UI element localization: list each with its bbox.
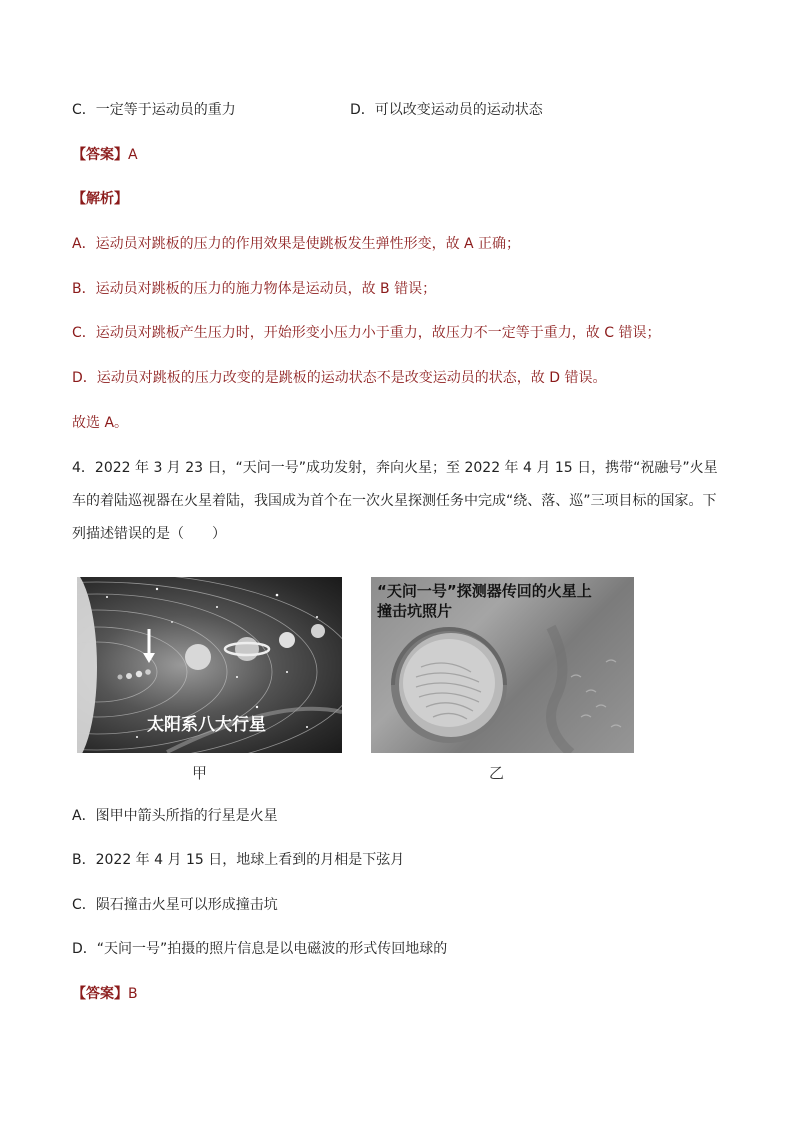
option-c-prev: C．一定等于运动员的重力	[72, 102, 236, 118]
analysis-line-c: C．运动员对跳板产生压力时，开始形变小压力小于重力，故压力不一定等于重力，故 C 错误；	[72, 325, 661, 341]
option-d-prev: D．可以改变运动员的运动状态	[350, 102, 543, 118]
answer-2-value: B	[128, 986, 138, 1002]
crater-caption-line-2: 撞击坑照片	[377, 602, 453, 620]
analysis-line-b: B．运动员对跳板的压力的施力物体是运动员，故 B 错误；	[72, 281, 437, 297]
analysis-line-d: D．运动员对跳板的压力改变的是跳板的运动状态不是改变运动员的状态，故 D 错误。	[72, 370, 607, 386]
option-4-d: D．“天问一号”拍摄的照片信息是以电磁波的形式传回地球的	[72, 941, 448, 957]
solar-system-image	[77, 577, 342, 753]
analysis-title: 【解析】	[72, 191, 128, 207]
figure-label-yi: 乙	[489, 764, 505, 782]
option-4-a: A．图甲中箭头所指的行星是火星	[72, 808, 278, 824]
option-4-b: B．2022 年 4 月 15 日，地球上看到的月相是下弦月	[72, 852, 405, 868]
answer-2	[72, 984, 138, 1004]
option-4-c: C．陨石撞击火星可以形成撞击坑	[72, 897, 278, 913]
question-4-text: 2022 年 3 月 23 日，“天问一号”成功发射，奔向火星；至 2022 年 4 月 15 日，携带“祝融号”火星车的着陆巡视器在火星着陆，我国成为首个在一次火星探测任务中完成“绕、落、巡”三项目标的国家。下列描述错误的是（ ）	[72, 460, 718, 542]
answer-1-value: A	[128, 147, 138, 163]
answer-2-bracket: 【答案】	[72, 986, 128, 1002]
answer-1-bracket: 【答案】	[72, 147, 128, 163]
answer-1	[72, 145, 138, 165]
crater-caption-line-1: “天问一号”探测器传回的火星上	[377, 582, 592, 600]
question-4-number: 4．	[72, 460, 95, 476]
solar-system-caption: 太阳系八大行星	[147, 715, 266, 735]
figure-label-jia: 甲	[192, 764, 208, 782]
analysis-conclusion: 故选 A。	[72, 415, 129, 431]
mars-crater-image	[371, 577, 634, 753]
analysis-line-a: A．运动员对跳板的压力的作用效果是使跳板发生弹性形变，故 A 正确；	[72, 236, 521, 252]
question-4	[72, 452, 724, 551]
